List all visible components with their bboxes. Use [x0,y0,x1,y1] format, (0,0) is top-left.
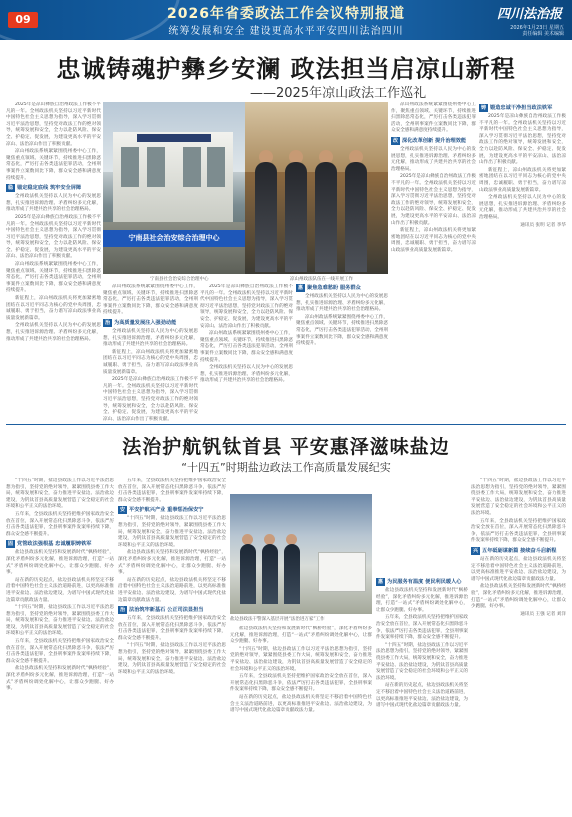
article2-column-2: 五年来，全县政法机关坚持把维护国家政治安全放在首位，深入开展常态化扫黑除恶斗争，依法严厉打击各类违法犯罪，全县刑事案件发案率持续下降，群众安全感不断提升。 安 平安护航兴产业 重拳惩治保安宁 “十四五”时期，盐边县政法工作以习近平法治思想为指引，坚持党的绝对领导，紧紧围绕县委工作大局，统筹发展和安全，奋力推进平安盐边、法治盐边建设，为钒钛首县高质量发展营造了安全稳定的社会环境和公平正义的法治环境。 盐边县政法机关坚持和发展新时代“枫桥经验”，深化矛盾纠纷多元化解，推进诉源治理，打造“一站式”矛盾纠纷调处化解中心，让群众少跑腿、好办事。 站在新的历史起点，盐边县政法机关将坚定不移沿着中国特色社会主义法治道路前进，以更高标准推进平安盐边、法治盐边建设，为谱写中国式现代化盐边篇章贡献政法力量。 治 法治筑牢新基石 公正司法显担当 五年来，全县政法机关坚持把维护国家政治安全放在首位，深入开展常态化扫黑除恶斗争，依法严厉打击各类违法犯罪，全县刑事案件发案率持续下降，群众安全感不断提升。 “十四五”时期，盐边县政法工作以习近平法治思想为指引，坚持党的绝对领导，紧紧围绕县委工作大局，统筹发展和安全，奋力推进平安盐边、法治盐边建设，为钒钛首县高质量发展营造了安全稳定的社会环境和公平正义的法治环境。 [118,478,226,675]
page-number: 09 [8,12,38,28]
article1-photo-caption-2: 凉山州政法队伍在一线开展工作 [290,277,353,282]
article1-column-1 [6,102,101,422]
photo-banner: 宁南县社会治安综合治理中心 [103,230,245,247]
article1-column-5: 凉山州政法系统紧紧围绕州委中心工作，聚焦重点领域、关键环节，持续推进扫黑除恶常态化，严厉打击各类违法犯罪活动，全州刑事案件立案数同比下降，群众安全感和满意度持续提升。 改 深化改革创新 提升治理效能 全州政法机关坚持以人民为中心的发展思想，扎实推进诉源治理、矛盾纠纷多元化解，推动形成了共建共治共享的社会治理格局。 2025年是凉山彝族自治州政法工作极不平凡的一年。全州政法机关坚持以习近平新时代中国特色社会主义思想为指导，深入学习贯彻习近平法治思想，坚持党对政法工作的绝对领导，统筹发展和安全，全力以赴防风险、保安全、护稳定、促发展，为建设更高水平的平安凉山、法治凉山作出了积极贡献。 新征程上，凉山州政法机关将更加紧密地团结在以习近平同志为核心的党中央周围，忠诚履职、勇于担当，奋力谱写凉山政法事业高质量发展新篇章。 [391,102,476,253]
header-meta [510,25,564,37]
article1-subtitle: ——2025年凉山政法工作巡礼 [250,86,427,101]
article2-column-5: “十四五”时期，盐边县政法工作以习近平法治思想为指引，坚持党的绝对领导，紧紧围绕县委工作大局，统筹发展和安全，奋力推进平安盐边、法治盐边建设，为钒钛首县高质量发展营造了安全稳定的社会环境和公平正义的法治环境。 五年来，全县政法机关坚持把维护国家政治安全放在首位，深入开展常态化扫黑除恶斗争，依法严厉打击各类违法犯罪，全县刑事案件发案率持续下降，群众安全感不断提升。 兴 五年砥砺谋新篇 接续奋斗启新程 站在新的历史起点，盐边县政法机关将坚定不移沿着中国特色社会主义法治道路前进，以更高标准推进平安盐边、法治盐边建设，为谱写中国式现代化盐边篇章贡献政法力量。 盐边县政法机关坚持和发展新时代“枫桥经验”，深化矛盾纠纷多元化解，推进诉源治理，打造“一站式”矛盾纠纷调处化解中心，让群众少跑腿、好办事。 通讯员 王强 记者 刘洋 [471,478,566,617]
header-slogan: 统筹发展和安全 建设更高水平平安四川法治四川 [168,26,404,37]
article1-body-1e: 凉山州政法系统紧紧围绕州委中心工作，聚焦重点领域、关键环节，持续推进扫黑除恶常态化，严厉打击各类违法犯罪活动，全州刑事案件立案数同比下降，群众安全感和满意度持续提升。 [6,262,101,294]
article2-column-1: “十四五”时期，盐边县政法工作以习近平法治思想为指引，坚持党的绝对领导，紧紧围绕县委工作大局，统筹发展和安全，奋力推进平安盐边、法治盐边建设，为钒钛首县高质量发展营造了安全稳定的社会环境和公平正义的法治环境。 五年来，全县政法机关坚持把维护国家政治安全放在首位，深入开展常态化扫黑除恶斗争，依法严厉打击各类违法犯罪，全县刑事案件发案率持续下降，群众安全感不断提升。 固 党管政法强根基 忠诚履职铸铁军 盐边县政法机关坚持和发展新时代“枫桥经验”，深化矛盾纠纷多元化解，推进诉源治理，打造“一站式”矛盾纠纷调处化解中心，让群众少跑腿、好办事。 站在新的历史起点，盐边县政法机关将坚定不移沿着中国特色社会主义法治道路前进，以更高标准推进平安盐边、法治盐边建设，为谱写中国式现代化盐边篇章贡献政法力量。 “十四五”时期，盐边县政法工作以习近平法治思想为指引，坚持党的绝对领导，紧紧围绕县委工作大局，统筹发展和安全，奋力推进平安盐边、法治盐边建设，为钒钛首县高质量发展营造了安全稳定的社会环境和公平正义的法治环境。 五年来，全县政法机关坚持把维护国家政治安全放在首位，深入开展常态化扫黑除恶斗争，依法严厉打击各类违法犯罪，全县刑事案件发案率持续下降，群众安全感不断提升。 盐边县政法机关坚持和发展新时代“枫桥经验”，深化矛盾纠纷多元化解，推进诉源治理，打造“一站式”矛盾纠纷调处化解中心，让群众少跑腿、好办事。 [6,478,114,692]
article1-photo-building [103,102,245,274]
article1-body-1g: 全州政法机关坚持以人民为中心的发展思想，扎实推进诉源治理、矛盾纠纷多元化解，推动形成了共建共治共享的社会治理格局。 [6,323,101,342]
article2-photo-caption: 盐边县政法干警深入基层开展“法治进万家”工作 [230,617,325,622]
article2-title: 法治护航钒钛首县 平安惠泽滋味盐边 [122,436,450,458]
newspaper-logo: 四川法治报 [496,7,562,22]
article1-author: 通讯员 张明 记者 李华 [520,222,566,228]
page-header [0,0,572,40]
article2-column-4: 惠 为民服务有温度 便民利民暖人心 盐边县政法机关坚持和发展新时代“枫桥经验”，深化矛盾纠纷多元化解，推进诉源治理，打造“一站式”矛盾纠纷调处化解中心，让群众少跑腿、好办事。 五年来，全县政法机关坚持把维护国家政治安全放在首位，深入开展常态化扫黑除恶斗争，依法严厉打击各类违法犯罪，全县刑事案件发案率持续下降，群众安全感不断提升。 “十四五”时期，盐边县政法工作以习近平法治思想为指引，坚持党的绝对领导，紧紧围绕县委工作大局，统筹发展和安全，奋力推进平安盐边、法治盐边建设，为钒钛首县高质量发展营造了安全稳定的社会环境和公平正义的法治环境。 站在新的历史起点，盐边县政法机关将坚定不移沿着中国特色社会主义法治道路前进，以更高标准推进平安盐边、法治盐边建设，为谱写中国式现代化盐边篇章贡献政法力量。 [376,579,468,709]
header-title: 2026年省委政法工作会议特别报道 [167,6,405,22]
header-editors: 责任编辑 美术编辑 [522,31,564,37]
article1-photo-caption-1: 宁南县社会治安综合治理中心 [150,277,209,282]
article1-body-1f: 新征程上，凉山州政法机关将更加紧密地团结在以习近平同志为核心的党中央周围，忠诚履职、勇于担当，奋力谱写凉山政法事业高质量发展新篇章。 [6,296,101,321]
article1-body-1c: 全州政法机关坚持以人民为中心的发展思想，扎实推进诉源治理、矛盾纠纷多元化解，推动形成了共建共治共享的社会治理格局。 [6,194,101,213]
article2-subtitle: “十四五”时期盐边政法工作高质量发展纪实 [181,461,391,474]
article2-photo-officers [230,494,372,614]
article1-body-1b: 凉山州政法系统紧紧围绕州委中心工作，聚焦重点领域、关键环节，持续推进扫黑除恶常态化，严厉打击各类违法犯罪活动，全州刑事案件立案数同比下降，群众安全感和满意度持续提升。 [6,149,101,181]
article1-body-1d: 2025年是凉山彝族自治州政法工作极不平凡的一年。全州政法机关坚持以习近平新时代中国特色社会主义思想为指导，深入学习贯彻习近平法治思想，坚持党对政法工作的绝对领导，统筹发展和安全，全力以赴防风险、保安全、护稳定、促发展，为建设更高水平的平安凉山、法治凉山作出了积极贡献。 [6,214,101,260]
article2-column-3: 盐边县政法机关坚持和发展新时代“枫桥经验”，深化矛盾纠纷多元化解，推进诉源治理，打造“一站式”矛盾纠纷调处化解中心，让群众少跑腿、好办事。 “十四五”时期，盐边县政法工作以习近平法治思想为指引，坚持党的绝对领导，紧紧围绕县委工作大局，统筹发展和安全，奋力推进平安盐边、法治盐边建设，为钒钛首县高质量发展营造了安全稳定的社会环境和公平正义的法治环境。 五年来，全县政法机关坚持把维护国家政治安全放在首位，深入开展常态化扫黑除恶斗争，依法严厉打击各类违法犯罪，全县刑事案件发案率持续下降，群众安全感不断提升。 站在新的历史起点，盐边县政法机关将坚定不移沿着中国特色社会主义法治道路前进，以更高标准推进平安盐边、法治盐边建设，为谱写中国式现代化盐边篇章贡献政法力量。 [230,626,372,714]
article1-body-1: 2025年是凉山彝族自治州政法工作极不平凡的一年。全州政法机关坚持以习近平新时代中国特色社会主义思想为指导，深入学习贯彻习近平法治思想，坚持党对政法工作的绝对领导，统筹发展和安全，全力以赴防风险、保安全、护稳定、促发展，为建设更高水平的平安凉山、法治凉山作出了积极贡献。 [6,102,101,147]
article1-section-heading: 稳 锚定稳定底线 筑牢安全屏障 [8,185,82,192]
section-divider [6,424,566,425]
article1-title: 忠诚铸魂护彝乡安澜 政法担当启凉山新程 [56,55,516,83]
article1-column-3: 2025年是凉山彝族自治州政法工作极不平凡的一年。全州政法机关坚持以习近平新时代中国特色社会主义思想为指导，深入学习贯彻习近平法治思想，坚持党对政法工作的绝对领导，统筹发展和安全，全力以赴防风险、保安全、护稳定、促发展，为建设更高水平的平安凉山、法治凉山作出了积极贡献。 凉山州政法系统紧紧围绕州委中心工作，聚焦重点领域、关键环节，持续推进扫黑除恶常态化，严厉打击各类违法犯罪活动，全州刑事案件立案数同比下降，群众安全感和满意度持续提升。 全州政法机关坚持以人民为中心的发展思想，扎实推进诉源治理、矛盾纠纷多元化解，推动形成了共建共治共享的社会治理格局。 [200,284,293,384]
header-date: 2026年1月23日 星期五 [510,25,564,31]
article1-column-6: 铸 锻造忠诚干净担当政法铁军 2025年是凉山彝族自治州政法工作极不平凡的一年。全州政法机关坚持以习近平新时代中国特色社会主义思想为指导，深入学习贯彻习近平法治思想，坚持党对政法工作的绝对领导，统筹发展和安全，全力以赴防风险、保安全、护稳定、促发展，为建设更高水平的平安凉山、法治凉山作出了积极贡献。 新征程上，凉山州政法机关将更加紧密地团结在以习近平同志为核心的党中央周围，忠诚履职、勇于担当，奋力谱写凉山政法事业高质量发展新篇章。 全州政法机关坚持以人民为中心的发展思想，扎实推进诉源治理、矛盾纠纷多元化解，推动形成了共建共治共享的社会治理格局。 通讯员 张明 记者 李华 [479,105,566,228]
article2-author: 通讯员 王强 记者 刘洋 [520,611,566,617]
article1-column-4: 惠 聚焦急难愁盼 服务群众 全州政法机关坚持以人民为中心的发展思想，扎实推进诉源治理、矛盾纠纷多元化解，推动形成了共建共治共享的社会治理格局。 凉山州政法系统紧紧围绕州委中心工作，聚焦重点领域、关键环节，持续推进扫黑除恶常态化，严厉打击各类违法犯罪活动，全州刑事案件立案数同比下降，群众安全感和满意度持续提升。 [296,285,388,347]
article1-column-2: 凉山州政法系统紧紧围绕州委中心工作，聚焦重点领域、关键环节，持续推进扫黑除恶常态化，严厉打击各类违法犯罪活动，全州刑事案件立案数同比下降，群众安全感和满意度持续提升。 治 为高质量发展注入强劲动能 全州政法机关坚持以人民为中心的发展思想，扎实推进诉源治理、矛盾纠纷多元化解，推动形成了共建共治共享的社会治理格局。 新征程上，凉山州政法机关将更加紧密地团结在以习近平同志为核心的党中央周围，忠诚履职、勇于担当，奋力谱写凉山政法事业高质量发展新篇章。 2025年是凉山彝族自治州政法工作极不平凡的一年。全州政法机关坚持以习近平新时代中国特色社会主义思想为指导，深入学习贯彻习近平法治思想，坚持党对政法工作的绝对领导，统筹发展和安全，全力以赴防风险、保安全、护稳定、促发展，为建设更高水平的平安凉山、法治凉山作出了积极贡献。 [103,284,198,422]
